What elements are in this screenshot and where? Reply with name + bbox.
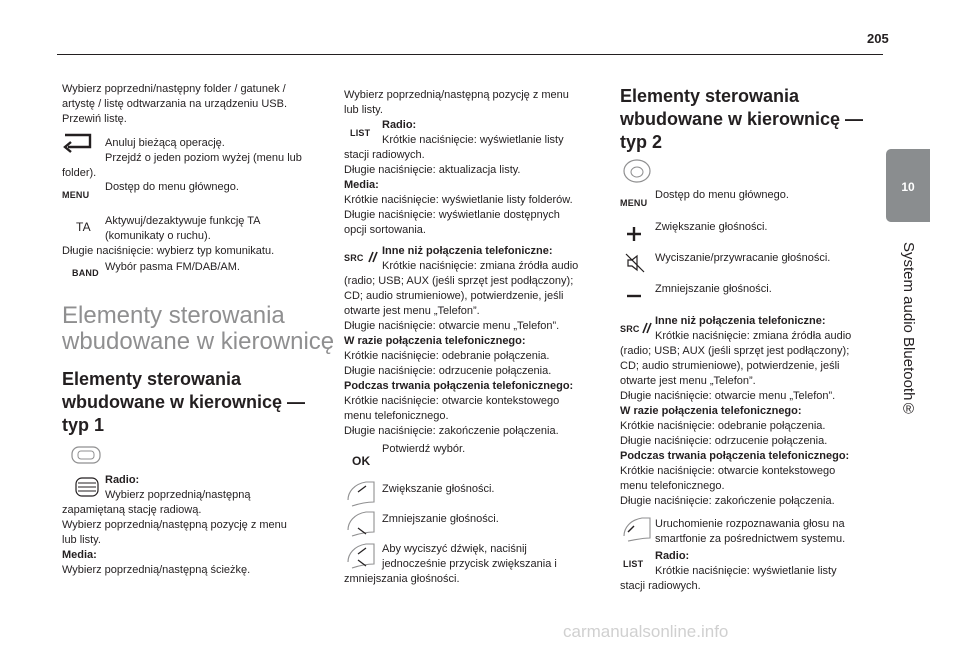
text-line: menu telefonicznego. <box>620 480 725 492</box>
chapter-title: System audio Bluetooth® <box>900 242 917 418</box>
text-line: lub listy. <box>344 104 383 116</box>
watermark: carmanualsonline.info <box>563 622 729 641</box>
text-line: Długie naciśnięcie: odrzucenie połączenia. <box>620 435 828 447</box>
text-line: Krótkie naciśnięcie: wyświetlanie listy <box>382 134 564 146</box>
plus-icon <box>626 226 642 242</box>
media-text: Wybierz poprzednią/następną ścieżkę. <box>62 564 251 576</box>
ok-text: Potwierdź wybór. <box>382 443 466 455</box>
text-line: menu telefonicznego. <box>344 410 449 422</box>
media-heading: Media: <box>344 179 379 191</box>
intro-line: Przewiń listę. <box>62 113 127 125</box>
phone-slash-icon <box>640 322 652 334</box>
subsection-title: Elementy sterowania <box>620 86 800 106</box>
minus-icon <box>626 293 642 299</box>
text-line: otwarte jest menu „Telefon”. <box>620 375 756 387</box>
text-line: Długie naciśnięcie: aktualizacja listy. <box>344 164 521 176</box>
steering-wheel-icon <box>622 158 652 184</box>
section-title: Elementy sterowania <box>62 302 285 329</box>
subsection-title: typ 2 <box>620 132 663 152</box>
text-line: Długie naciśnięcie: otwarcie menu „Telefon”. <box>620 390 836 402</box>
subsection-title: Elementy sterowania <box>62 369 242 389</box>
radio-text: lub listy. <box>62 534 101 546</box>
chapter-number: 10 <box>901 180 915 194</box>
intro-line: Wybierz poprzedni/następny folder / gatunek / <box>62 83 286 95</box>
radio-text: zapamiętaną stację radiową. <box>62 504 202 516</box>
undo-text: Przejdź o jeden poziom wyżej (menu lub <box>105 152 302 164</box>
text-line: Długie naciśnięcie: zakończenie połączenia. <box>620 495 835 507</box>
text-line: Krótkie naciśnięcie: otwarcie kontekstowego <box>344 395 560 407</box>
mute-text: Wyciszanie/przywracanie głośności. <box>655 252 831 264</box>
radio-heading: Radio: <box>382 119 417 131</box>
src-button-label: SRC <box>344 253 364 263</box>
text-line: stacji radiowych. <box>344 149 425 161</box>
text-line: Długie naciśnięcie: otwarcie menu „Telefon”. <box>344 320 560 332</box>
voice-command-lever-icon <box>620 514 652 542</box>
text-line: Krótkie naciśnięcie: odebranie połączenia. <box>620 420 826 432</box>
ta-text: Aktywuj/dezaktywuje funkcję TA <box>105 215 261 227</box>
voice-text: smartfonie za pośrednictwem systemu. <box>655 533 846 545</box>
page-number: 205 <box>867 31 889 46</box>
radio-text: Wybierz poprzednią/następną pozycję z menu <box>62 519 287 531</box>
intro-line: artystę / listę odtwarzania na urządzeniu USB. <box>62 98 288 110</box>
incoming-heading: W razie połączenia telefonicznego: <box>620 405 802 417</box>
undo-text: Anuluj bieżącą operację. <box>105 137 225 149</box>
list-button-label: LIST <box>623 559 644 569</box>
text-line: Krótkie naciśnięcie: otwarcie kontekstowego <box>620 465 836 477</box>
vol-up-text: Zwiększanie głośności. <box>382 483 495 495</box>
ta-text: Długie naciśnięcie: wybierz typ komunikatu. <box>62 245 275 257</box>
text-line: Krótkie naciśnięcie: zmiana źródła audio <box>382 260 579 272</box>
ta-button-label: TA <box>76 220 91 234</box>
calls-heading: Inne niż połączenia telefoniczne: <box>655 315 826 327</box>
text-line: Długie naciśnięcie: odrzucenie połączenia. <box>344 365 552 377</box>
during-heading: Podczas trwania połączenia telefonicznego: <box>620 450 850 462</box>
phone-slash-icon <box>366 251 378 263</box>
text-line: Długie naciśnięcie: zakończenie połączenia. <box>344 425 559 437</box>
text-line: (radio; USB; AUX (jeśli sprzęt jest podłączony); <box>344 275 574 287</box>
text-line: Wybierz poprzednią/następną pozycję z menu <box>344 89 569 101</box>
subsection-title: wbudowane w kierownicę — <box>620 109 864 129</box>
text-line: CD; audio strumieniowe), potwierdzenie, jeśli <box>344 290 564 302</box>
text-line: (radio; USB; AUX (jeśli sprzęt jest podłączony); <box>620 345 850 357</box>
incoming-heading: W razie połączenia telefonicznego: <box>344 335 526 347</box>
mute-text: jednocześnie przycisk zwiększania i <box>382 558 557 570</box>
radio-heading: Radio: <box>105 474 140 486</box>
menu-text: Dostęp do menu głównego. <box>105 181 239 193</box>
band-button-label: BAND <box>72 268 99 278</box>
list-button-label: LIST <box>350 128 371 138</box>
subsection-title: typ 1 <box>62 415 105 435</box>
text-line: Długie naciśnięcie: wyświetlanie dostępnych <box>344 209 560 221</box>
mute-speaker-icon <box>624 252 646 274</box>
mute-text: Aby wyciszyć dźwięk, naciśnij <box>382 543 527 555</box>
undo-arrow-icon <box>62 129 96 155</box>
vol-down-text: Zmniejszanie głośności. <box>655 283 772 295</box>
text-line: Krótkie naciśnięcie: odebranie połączenia. <box>344 350 550 362</box>
src-button-label: SRC <box>620 324 640 334</box>
thumbwheel-icon <box>74 476 100 498</box>
ok-button-label: OK <box>352 454 371 468</box>
text-line: otwarte jest menu „Telefon”. <box>344 305 480 317</box>
text-line: Krótkie naciśnięcie: zmiana źródła audio <box>655 330 852 342</box>
calls-heading: Inne niż połączenia telefoniczne: <box>382 245 553 257</box>
text-line: Krótkie naciśnięcie: wyświetlanie listy <box>655 565 837 577</box>
subsection-title: wbudowane w kierownicę — <box>62 392 306 412</box>
volume-down-lever-icon <box>344 508 378 538</box>
text-line: stacji radiowych. <box>620 580 701 592</box>
vol-down-text: Zmniejszanie głośności. <box>382 513 499 525</box>
radio-text: Wybierz poprzednią/następną <box>105 489 251 501</box>
steering-controls-icon <box>70 444 102 466</box>
band-text: Wybór pasma FM/DAB/AM. <box>105 261 240 273</box>
menu-text: Dostęp do menu głównego. <box>655 189 789 201</box>
during-heading: Podczas trwania połączenia telefonicznego: <box>344 380 574 392</box>
mute-text: zmniejszania głośności. <box>344 573 460 585</box>
media-heading: Media: <box>62 549 97 561</box>
text-line: opcji sortowania. <box>344 224 426 236</box>
menu-button-label: MENU <box>620 198 648 208</box>
ta-text: (komunikaty o ruchu). <box>105 230 211 242</box>
radio-heading: Radio: <box>655 550 690 562</box>
voice-text: Uruchomienie rozpoznawania głosu na <box>655 518 845 530</box>
menu-button-label: MENU <box>62 190 90 200</box>
mute-lever-icon <box>344 540 378 570</box>
section-title: wbudowane w kierownicę <box>62 328 335 355</box>
text-line: CD; audio strumieniowe), potwierdzenie, jeśli <box>620 360 840 372</box>
top-rule <box>57 54 883 55</box>
text-line: Krótkie naciśnięcie: wyświetlanie listy folderów. <box>344 194 573 206</box>
volume-up-lever-icon <box>344 478 378 508</box>
undo-text: folder). <box>62 167 97 179</box>
vol-up-text: Zwiększanie głośności. <box>655 221 768 233</box>
